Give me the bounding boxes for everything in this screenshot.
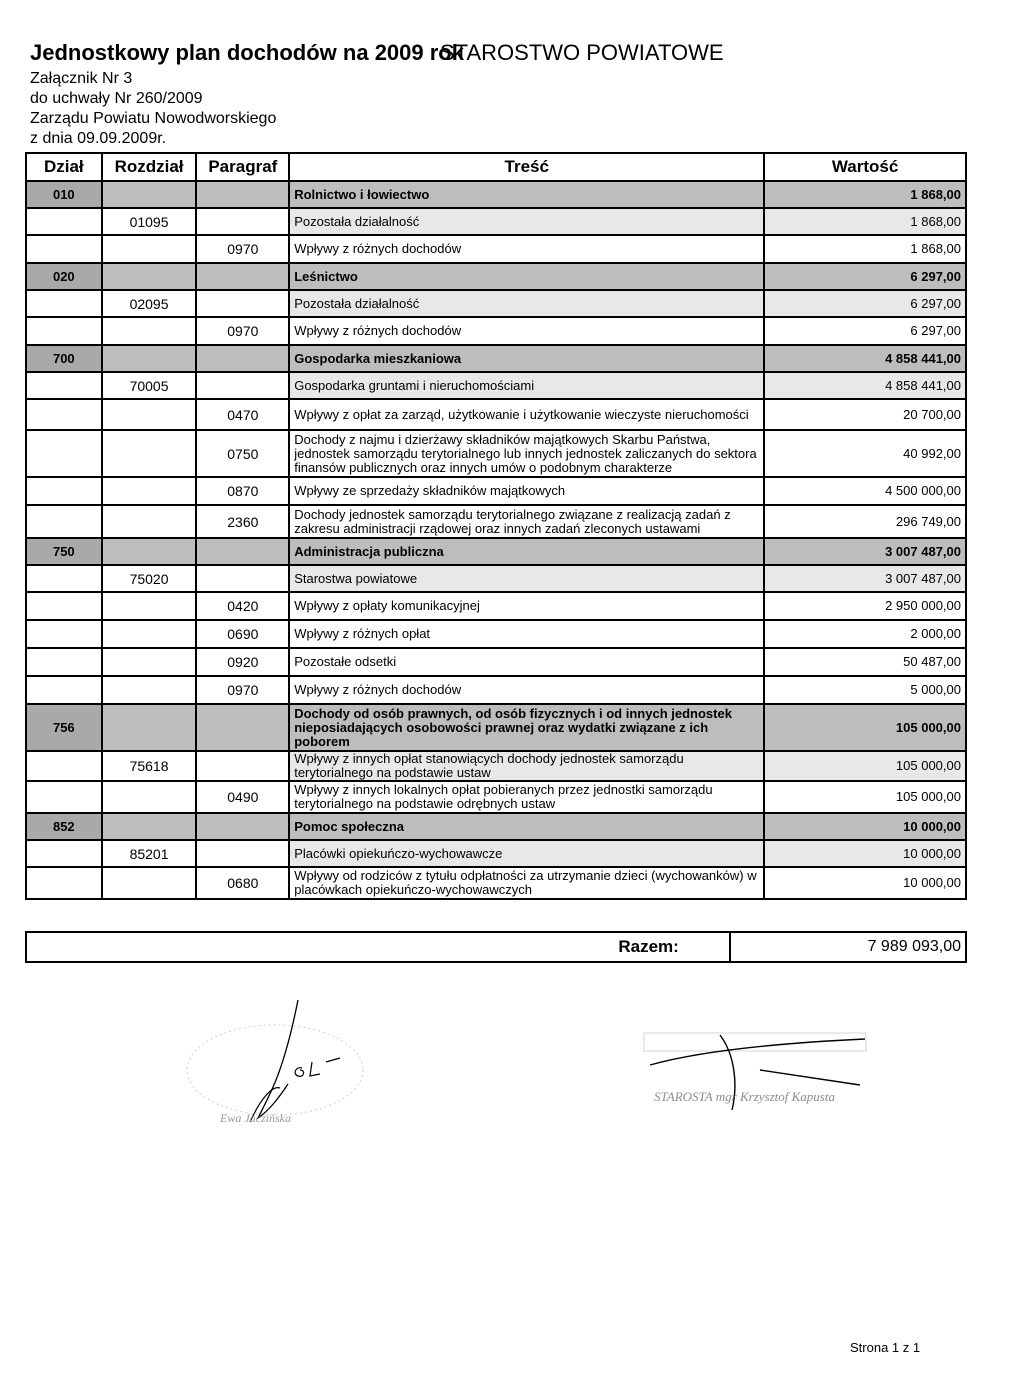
unit-name: STAROSTWO POWIATOWE: [440, 40, 724, 65]
wartosc-cell: 6 297,00: [764, 263, 966, 290]
rozdzial-cell: 75618: [102, 751, 197, 781]
wartosc-cell: 10 000,00: [764, 867, 966, 899]
wartosc-cell: 5 000,00: [764, 676, 966, 704]
board-line: Zarządu Powiatu Nowodworskiego: [30, 110, 277, 127]
dzial-cell: [26, 430, 102, 477]
rozdzial-cell: 75020: [102, 565, 197, 592]
paragraf-row: [26, 477, 966, 505]
tresc-cell: Placówki opiekuńczo-wychowawcze: [289, 840, 764, 867]
dzial-row: [26, 538, 966, 565]
total-value: 7 989 093,00: [730, 932, 966, 962]
paragraf-cell: 0970: [196, 676, 289, 704]
tresc-cell: Wpływy z różnych dochodów: [289, 317, 764, 345]
paragraf-row: [26, 676, 966, 704]
rozdzial-row: [26, 565, 966, 592]
tresc-cell: Wpływy z opłaty komunikacyjnej: [289, 592, 764, 620]
column-header-dzial: Dział: [26, 153, 102, 181]
column-header-rozdzial: Rozdział: [102, 153, 197, 181]
rozdzial-row: [26, 372, 966, 399]
wartosc-cell: 1 868,00: [764, 235, 966, 263]
tresc-cell: Wpływy z różnych opłat: [289, 620, 764, 648]
wartosc-cell: 40 992,00: [764, 430, 966, 477]
paragraf-row: [26, 430, 966, 477]
rozdzial-cell: [102, 399, 197, 430]
tresc-cell: Wpływy z różnych dochodów: [289, 235, 764, 263]
total-table: [25, 931, 967, 963]
dzial-cell: [26, 781, 102, 813]
rozdzial-cell: [102, 676, 197, 704]
dzial-cell: 756: [26, 704, 102, 751]
rozdzial-cell: 01095: [102, 208, 197, 235]
income-plan-table: [25, 152, 967, 900]
rozdzial-cell: [102, 345, 197, 372]
dzial-cell: [26, 592, 102, 620]
tresc-cell: Pozostała działalność: [289, 208, 764, 235]
dzial-row: [26, 345, 966, 372]
rozdzial-cell: [102, 704, 197, 751]
rozdzial-cell: [102, 477, 197, 505]
tresc-cell: Rolnictwo i łowiectwo: [289, 181, 764, 208]
paragraf-cell: 0690: [196, 620, 289, 648]
dzial-cell: [26, 317, 102, 345]
tresc-cell: Starostwa powiatowe: [289, 565, 764, 592]
dzial-cell: [26, 290, 102, 317]
wartosc-cell: 4 858 441,00: [764, 345, 966, 372]
paragraf-row: [26, 867, 966, 899]
paragraf-cell: [196, 372, 289, 399]
tresc-cell: Wpływy z opłat za zarząd, użytkowanie i użytkowanie wieczyste nieruchomości: [289, 399, 764, 430]
paragraf-row: [26, 235, 966, 263]
rozdzial-cell: 70005: [102, 372, 197, 399]
rozdzial-cell: [102, 620, 197, 648]
rozdzial-cell: [102, 181, 197, 208]
tresc-cell: Gospodarka mieszkaniowa: [289, 345, 764, 372]
column-header-tresc: Treść: [289, 153, 764, 181]
paragraf-cell: 2360: [196, 505, 289, 538]
dzial-row: [26, 263, 966, 290]
wartosc-cell: 296 749,00: [764, 505, 966, 538]
dzial-cell: 852: [26, 813, 102, 840]
wartosc-cell: 1 868,00: [764, 181, 966, 208]
paragraf-cell: 0490: [196, 781, 289, 813]
column-header-wartosc: Wartość: [764, 153, 966, 181]
rozdzial-row: [26, 751, 966, 781]
paragraf-row: [26, 317, 966, 345]
paragraf-cell: 0680: [196, 867, 289, 899]
wartosc-cell: 6 297,00: [764, 317, 966, 345]
dzial-cell: [26, 505, 102, 538]
paragraf-cell: [196, 538, 289, 565]
wartosc-cell: 4 858 441,00: [764, 372, 966, 399]
dzial-cell: [26, 648, 102, 676]
attachment-line: Załącznik Nr 3: [30, 70, 133, 87]
tresc-cell: Wpływy ze sprzedaży składników majątkowych: [289, 477, 764, 505]
paragraf-cell: [196, 840, 289, 867]
rozdzial-cell: [102, 592, 197, 620]
rozdzial-row: [26, 208, 966, 235]
rozdzial-cell: [102, 505, 197, 538]
rozdzial-cell: [102, 648, 197, 676]
wartosc-cell: 50 487,00: [764, 648, 966, 676]
total-label: Razem:: [26, 932, 730, 962]
wartosc-cell: 6 297,00: [764, 290, 966, 317]
paragraf-cell: [196, 565, 289, 592]
tresc-cell: Dochody od osób prawnych, od osób fizycznych i od innych jednostek nieposiadających osobowości prawnej oraz wydatki związane z ich poborem: [289, 704, 764, 751]
signature-left-text: Ewa Jaczińska: [220, 1111, 291, 1125]
paragraf-cell: 0750: [196, 430, 289, 477]
dzial-cell: [26, 867, 102, 899]
paragraf-cell: 0470: [196, 399, 289, 430]
wartosc-cell: 3 007 487,00: [764, 565, 966, 592]
dzial-cell: [26, 235, 102, 263]
signature-right-text: STAROSTA mgr Krzysztof Kapusta: [654, 1089, 835, 1104]
wartosc-cell: 105 000,00: [764, 781, 966, 813]
dzial-cell: [26, 565, 102, 592]
paragraf-cell: 0920: [196, 648, 289, 676]
table-header-row: [26, 153, 966, 181]
paragraf-row: [26, 505, 966, 538]
date-line: z dnia 09.09.2009r.: [30, 130, 167, 147]
paragraf-cell: 0970: [196, 317, 289, 345]
tresc-cell: Wpływy od rodziców z tytułu odpłatności za utrzymanie dzieci (wychowanków) w placówkach opiekuńczo-wychowawczych: [289, 867, 764, 899]
resolution-line: do uchwały Nr 260/2009: [30, 90, 203, 107]
dzial-cell: [26, 676, 102, 704]
table-body: [26, 181, 966, 899]
wartosc-cell: 10 000,00: [764, 813, 966, 840]
paragraf-row: [26, 620, 966, 648]
rozdzial-cell: [102, 781, 197, 813]
paragraf-cell: 0420: [196, 592, 289, 620]
tresc-cell: Wpływy z innych lokalnych opłat pobieranych przez jednostki samorządu terytorialnego na podstawie odrębnych ustaw: [289, 781, 764, 813]
dzial-row: [26, 813, 966, 840]
rozdzial-cell: [102, 235, 197, 263]
tresc-cell: Dochody z najmu i dzierżawy składników majątkowych Skarbu Państwa, jednostek samorządu terytorialnego lub innych jednostek zaliczanych do sektora finansów publicznych oraz innych umów o podobnym charakterze: [289, 430, 764, 477]
wartosc-cell: 20 700,00: [764, 399, 966, 430]
tresc-cell: Pozostała działalność: [289, 290, 764, 317]
wartosc-cell: 105 000,00: [764, 704, 966, 751]
dzial-row: [26, 181, 966, 208]
dzial-cell: [26, 208, 102, 235]
wartosc-cell: 2 000,00: [764, 620, 966, 648]
paragraf-cell: [196, 751, 289, 781]
rozdzial-cell: [102, 867, 197, 899]
paragraf-cell: [196, 813, 289, 840]
wartosc-cell: 2 950 000,00: [764, 592, 966, 620]
tresc-cell: Dochody jednostek samorządu terytorialnego związane z realizacją zadań z zakresu administracji rządowej oraz innych zadań zleconych ustawami: [289, 505, 764, 538]
tresc-cell: Gospodarka gruntami i nieruchomościami: [289, 372, 764, 399]
dzial-cell: [26, 399, 102, 430]
dzial-cell: [26, 840, 102, 867]
rozdzial-cell: [102, 317, 197, 345]
paragraf-cell: [196, 345, 289, 372]
dzial-row: [26, 704, 966, 751]
dzial-cell: 700: [26, 345, 102, 372]
paragraf-row: [26, 648, 966, 676]
rozdzial-row: [26, 840, 966, 867]
total-row: [26, 932, 966, 962]
dzial-cell: 750: [26, 538, 102, 565]
tresc-cell: Wpływy z różnych dochodów: [289, 676, 764, 704]
rozdzial-cell: 85201: [102, 840, 197, 867]
paragraf-cell: [196, 290, 289, 317]
dzial-cell: [26, 372, 102, 399]
tresc-cell: Pozostałe odsetki: [289, 648, 764, 676]
tresc-cell: Leśnictwo: [289, 263, 764, 290]
paragraf-cell: 0870: [196, 477, 289, 505]
column-header-paragraf: Paragraf: [196, 153, 289, 181]
paragraf-cell: [196, 208, 289, 235]
dzial-cell: [26, 477, 102, 505]
page-title: Jednostkowy plan dochodów na 2009 rok: [30, 40, 464, 65]
rozdzial-cell: [102, 430, 197, 477]
wartosc-cell: 4 500 000,00: [764, 477, 966, 505]
wartosc-cell: 10 000,00: [764, 840, 966, 867]
rozdzial-cell: [102, 813, 197, 840]
dzial-cell: [26, 620, 102, 648]
wartosc-cell: 105 000,00: [764, 751, 966, 781]
signature-left: [180, 1000, 370, 1130]
paragraf-cell: [196, 181, 289, 208]
rozdzial-cell: 02095: [102, 290, 197, 317]
paragraf-row: [26, 781, 966, 813]
paragraf-cell: [196, 263, 289, 290]
dzial-cell: [26, 751, 102, 781]
rozdzial-row: [26, 290, 966, 317]
wartosc-cell: 1 868,00: [764, 208, 966, 235]
paragraf-cell: [196, 704, 289, 751]
signature-right: [640, 1015, 870, 1125]
paragraf-cell: 0970: [196, 235, 289, 263]
rozdzial-cell: [102, 538, 197, 565]
dzial-cell: 010: [26, 181, 102, 208]
wartosc-cell: 3 007 487,00: [764, 538, 966, 565]
tresc-cell: Wpływy z innych opłat stanowiących dochody jednostek samorządu terytorialnego na podstawie ustaw: [289, 751, 764, 781]
page-number: Strona 1 z 1: [850, 1340, 921, 1355]
paragraf-row: [26, 592, 966, 620]
tresc-cell: Pomoc społeczna: [289, 813, 764, 840]
tresc-cell: Administracja publiczna: [289, 538, 764, 565]
rozdzial-cell: [102, 263, 197, 290]
paragraf-row: [26, 399, 966, 430]
dzial-cell: 020: [26, 263, 102, 290]
